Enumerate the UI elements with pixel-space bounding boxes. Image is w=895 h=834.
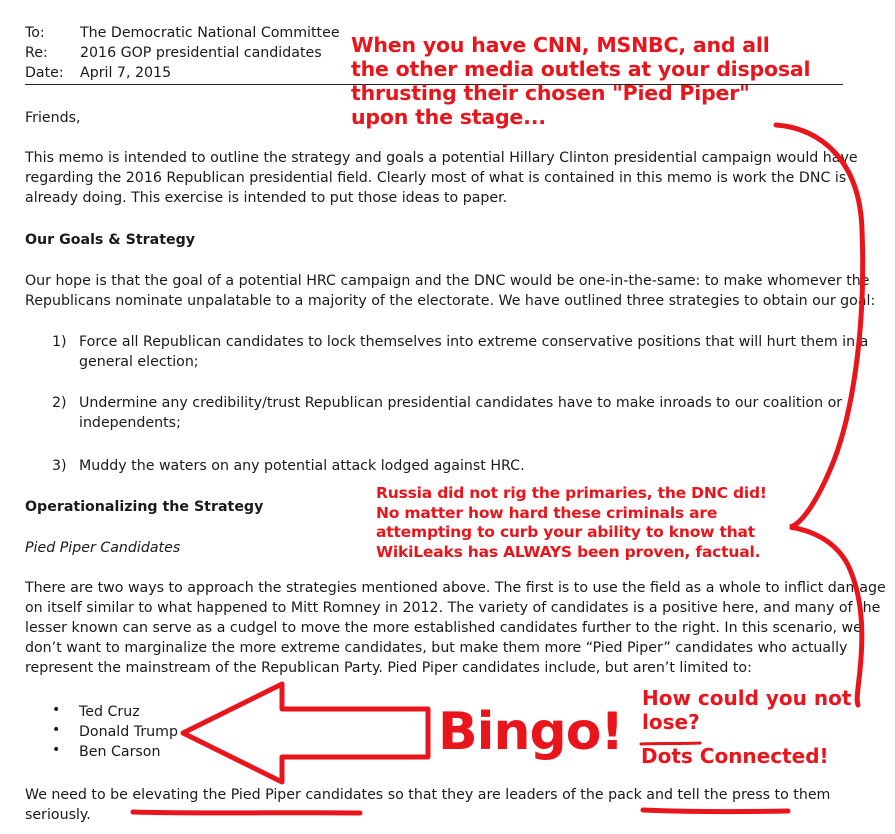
re-label: Re: [25, 45, 48, 61]
annotation-middle [376, 484, 767, 562]
annotation-dots-connected: Dots Connected! [641, 744, 829, 768]
intro-line: already doing. This exercise is intended to put those ideas to paper. [25, 190, 508, 206]
bracket-curve [776, 125, 863, 705]
underline-tell-press [643, 810, 788, 812]
strategy-number: 2) [52, 395, 67, 411]
pied-para-line: There are two ways to approach the strategies mentioned above. The first is to use the field as a whole to inflict damage [25, 580, 886, 596]
intro-line: regarding the 2016 Republican presidential field. Clearly most of what is contained in this memo is work the DNC is [25, 170, 847, 186]
pied-para-line: represent the mainstream of the Republican Party. Pied Piper candidates include, but aren’t limited to: [25, 660, 752, 676]
to-label: To: [25, 25, 45, 41]
strategy-text: Force all Republican candidates to lock themselves into extreme conservative positions that will hurt them in a [79, 334, 869, 350]
annotation-bingo: Bingo! [438, 702, 624, 762]
candidate-item: Donald Trump [79, 724, 178, 740]
strategy-text: general election; [79, 354, 199, 370]
annotation-top [351, 33, 810, 129]
operationalizing-heading: Operationalizing the Strategy [25, 499, 264, 515]
annotation-line: lose? [642, 710, 700, 734]
annotation-line: How could you not [642, 686, 852, 710]
bullet-icon: • [52, 702, 61, 718]
annotation-line: the other media outlets at your disposal [351, 57, 811, 81]
pied-para-line: lesser known can serve as a cudgel to move the more established candidates further to the right. In this scenario, we [25, 620, 862, 636]
annotation-line: thrusting their chosen "Pied Piper" [351, 81, 750, 105]
strategy-number: 3) [52, 458, 67, 474]
closing-line: seriously. [25, 807, 91, 823]
annotation-line: attempting to curb your ability to know that [376, 523, 756, 542]
to-value: The Democratic National Committee [80, 25, 340, 41]
strategy-text: Muddy the waters on any potential attack lodged against HRC. [79, 458, 525, 474]
strategy-number: 1) [52, 334, 67, 350]
arrow-outline [183, 684, 428, 782]
annotation-line: WikiLeaks has ALWAYS been proven, factual. [376, 542, 761, 561]
strategy-text: Undermine any credibility/trust Republican presidential candidates have to make inroads to our coalition or [79, 395, 843, 411]
pied-piper-heading: Pied Piper Candidates [25, 540, 181, 556]
goals-line: Republicans nominate unpalatable to a majority of the electorate. We have outlined three strategies to obtain our goal: [25, 293, 876, 309]
bullet-icon: • [52, 722, 61, 738]
re-value: 2016 GOP presidential candidates [80, 45, 322, 61]
annotation-line: When you have CNN, MSNBC, and all [351, 33, 770, 57]
annotation-line: Russia did not rig the primaries, the DNC did! [376, 484, 767, 502]
closing-line: We need to be elevating the Pied Piper candidates so that they are leaders of the pack and tell the press to them [25, 787, 831, 803]
pied-para-line: don’t want to marginalize the more extreme candidates, but make them more “Pied Piper” candidates who actually [25, 640, 848, 656]
date-value: April 7, 2015 [80, 65, 172, 81]
goals-line: Our hope is that the goal of a potential HRC campaign and the DNC would be one-in-the-same: to make whomever the [25, 273, 870, 289]
pied-para-line: on itself similar to what happened to Mitt Romney in 2012. The variety of candidates is a positive here, and many of the [25, 600, 881, 616]
candidate-item: Ben Carson [79, 744, 161, 760]
candidate-item: Ted Cruz [79, 704, 140, 720]
strategy-text: independents; [79, 415, 181, 431]
annotation-lose [642, 686, 851, 734]
annotation-line: No matter how hard these criminals are [376, 503, 718, 522]
date-label: Date: [25, 65, 64, 81]
intro-line: This memo is intended to outline the strategy and goals a potential Hillary Clinton presidential campaign would have [25, 150, 858, 166]
underline-elevating [133, 812, 360, 813]
bullet-icon: • [52, 742, 61, 758]
greeting: Friends, [25, 110, 81, 126]
annotation-line: upon the stage... [351, 105, 546, 129]
goals-heading: Our Goals & Strategy [25, 232, 196, 248]
